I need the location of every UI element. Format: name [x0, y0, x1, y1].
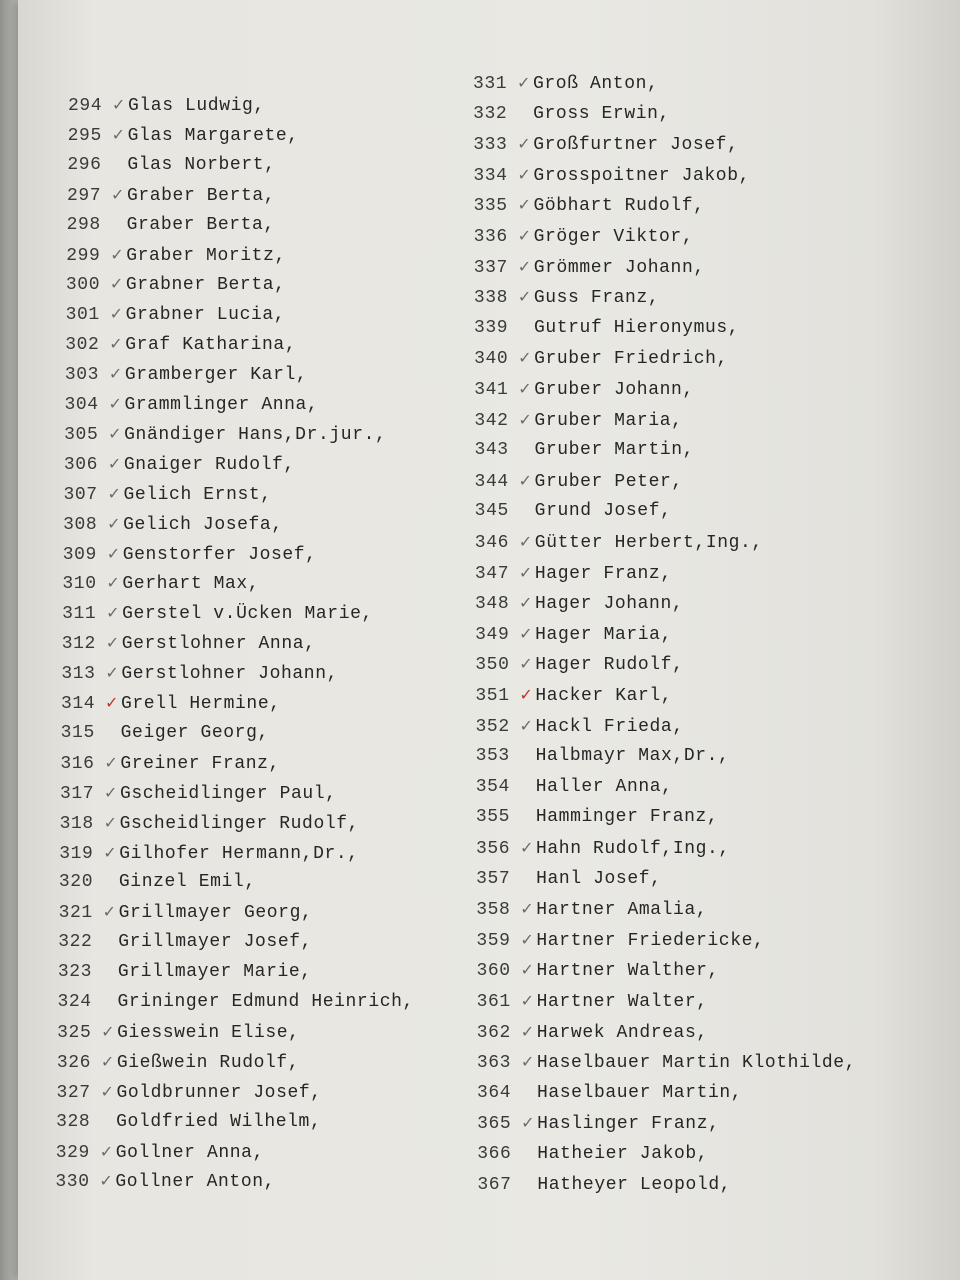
check-mark-icon: ✓	[520, 838, 535, 857]
check-mark-icon: ✓	[100, 1051, 115, 1071]
list-entry	[474, 254, 705, 280]
list-entry	[475, 560, 672, 586]
entry-name: Haller Anna,	[535, 776, 673, 797]
check-mark-icon: ✓	[518, 562, 533, 582]
entry-number: 310	[62, 574, 97, 595]
entry-name: Gilhofer Hermann,Dr.,	[119, 843, 359, 864]
entry-name: Geiger Georg,	[120, 722, 269, 743]
list-entry	[68, 122, 299, 148]
entry-name: Gröger Viktor,	[533, 227, 694, 247]
entry-number: 342	[474, 410, 509, 431]
list-entry	[476, 896, 707, 922]
entry-number: 299	[66, 245, 101, 266]
check-mark-icon: ✓	[108, 364, 123, 384]
entry-number: 339	[473, 317, 509, 338]
list-entry	[474, 376, 694, 402]
entry-number: 306	[63, 454, 99, 475]
entry-number: 312	[61, 634, 96, 655]
entry-number: 333	[473, 135, 508, 156]
entry-number: 323	[57, 962, 93, 983]
list-entry	[63, 541, 317, 567]
entry-number: 350	[475, 655, 510, 676]
list-entry	[60, 750, 280, 776]
entry-number: 328	[56, 1111, 91, 1132]
entry-number: 317	[59, 783, 95, 804]
entry-number: 304	[64, 395, 99, 415]
list-entry	[477, 1019, 708, 1045]
entry-name: Grillmayer Georg,	[118, 903, 313, 924]
check-mark-icon: ✓	[110, 244, 125, 264]
entry-number: 343	[474, 440, 509, 461]
list-entry	[474, 315, 739, 341]
entry-number: 361	[476, 992, 511, 1012]
entry-name: Hager Johann,	[535, 594, 684, 615]
list-entry	[67, 182, 275, 208]
list-entry	[475, 590, 683, 616]
entry-number: 318	[59, 813, 94, 834]
entry-name: Hahn Rudolf,Ing.,	[536, 839, 730, 859]
entry-name: Hanl Josef,	[536, 868, 662, 889]
list-entry	[473, 131, 738, 157]
entry-name: Gruber Johann,	[534, 380, 694, 400]
entry-name: Gramberger Karl,	[124, 365, 308, 386]
entry-name: Hatheier Jakob,	[537, 1144, 709, 1164]
check-mark-icon: ✓	[517, 287, 532, 307]
list-entry	[475, 468, 683, 494]
list-entry	[66, 242, 286, 268]
check-mark-icon: ✓	[107, 513, 122, 533]
list-entry	[62, 600, 373, 626]
list-entry	[477, 1172, 731, 1198]
list-entry	[60, 810, 359, 836]
entry-number: 294	[68, 96, 103, 116]
entry-name: Gollner Anna,	[115, 1142, 264, 1163]
entry-name: Grabner Lucia,	[125, 305, 286, 326]
entry-name: Hager Maria,	[535, 624, 672, 645]
entry-name: Hacker Karl,	[535, 686, 673, 706]
entry-number: 335	[473, 196, 508, 217]
entry-number: 367	[477, 1174, 512, 1195]
check-mark-icon: ✓	[110, 184, 125, 204]
entry-name: Hartner Friedericke,	[536, 930, 765, 951]
list-entry	[473, 162, 750, 188]
entry-name: Graber Berta,	[126, 185, 276, 206]
entry-name: Haselbauer Martin,	[536, 1082, 743, 1103]
list-entry	[473, 70, 658, 96]
entry-number: 308	[63, 514, 98, 535]
list-entry	[58, 959, 312, 985]
check-mark-icon: ✓	[105, 663, 120, 683]
entry-name: Greiner Franz,	[120, 753, 280, 774]
entry-name: Gutruf Hieronymus,	[533, 317, 740, 338]
entry-number: 359	[476, 930, 511, 951]
check-mark-icon: ✓	[518, 379, 533, 398]
list-entry	[476, 804, 718, 830]
entry-number: 314	[61, 694, 96, 714]
entry-name: Gscheidlinger Rudolf,	[119, 813, 360, 834]
entry-number: 365	[477, 1114, 512, 1135]
check-mark-icon: ✓	[520, 929, 535, 949]
list-entry	[67, 212, 275, 238]
check-mark-icon: ✓	[517, 164, 532, 184]
list-entry	[474, 284, 659, 310]
entry-number: 347	[474, 563, 510, 584]
entry-name: Giesswein Elise,	[117, 1022, 300, 1043]
list-entry	[59, 840, 358, 866]
check-mark-icon: ✓	[519, 593, 534, 613]
check-mark-icon: ✓	[109, 304, 124, 324]
check-mark-icon: ✓	[99, 1141, 114, 1161]
entry-name: Hackl Frieda,	[535, 716, 684, 737]
entry-name: Hatheyer Leopold,	[537, 1174, 732, 1195]
check-mark-icon: ✓	[106, 543, 121, 563]
entry-number: 329	[55, 1142, 90, 1163]
entry-name: Guss Franz,	[533, 288, 660, 309]
list-entry	[59, 899, 313, 925]
entry-number: 325	[57, 1022, 92, 1043]
entry-name: Gießwein Rudolf,	[116, 1052, 300, 1073]
typed-name-list-page	[18, 0, 960, 1280]
entry-number: 295	[67, 125, 102, 146]
entry-name: Grammlinger Anna,	[124, 395, 319, 415]
list-entry	[475, 498, 672, 524]
entry-name: Haslinger Franz,	[537, 1114, 720, 1135]
entry-number: 331	[473, 74, 508, 94]
entry-number: 341	[474, 380, 509, 400]
list-entry	[58, 989, 414, 1015]
check-mark-icon: ✓	[520, 1021, 535, 1041]
entry-name: Gütter Herbert,Ing.,	[534, 533, 763, 553]
entry-number: 305	[64, 424, 99, 445]
entry-name: Gerstel v.Ücken Marie,	[122, 604, 373, 625]
list-entry	[477, 1049, 856, 1075]
entry-name: Hartner Walther,	[536, 961, 719, 982]
list-entry	[59, 869, 256, 895]
list-entry	[477, 1141, 708, 1167]
entry-name: Gnaiger Rudolf,	[123, 454, 295, 475]
entry-number: 360	[476, 961, 511, 982]
entry-number: 315	[60, 722, 95, 743]
check-mark-icon: ✓	[106, 573, 121, 593]
entry-number: 311	[62, 604, 97, 625]
entry-number: 302	[65, 335, 100, 356]
entry-number: 316	[60, 753, 95, 774]
list-entry	[474, 437, 694, 463]
entry-name: Gruber Maria,	[534, 410, 683, 431]
entry-number: 358	[476, 900, 511, 921]
entry-number: 327	[56, 1082, 91, 1103]
check-mark-icon: ✓	[107, 453, 122, 473]
list-entry	[477, 988, 708, 1014]
entry-name: Graber Moritz,	[126, 245, 286, 266]
check-mark-icon: ✓	[103, 842, 118, 862]
entry-number: 354	[475, 776, 510, 797]
entry-name: Grillmayer Josef,	[118, 932, 313, 953]
list-entry	[476, 957, 718, 983]
entry-name: Haselbauer Martin Klothilde,	[536, 1053, 857, 1074]
list-entry	[68, 92, 265, 118]
check-mark-icon: ✓	[519, 715, 534, 735]
check-mark-icon: ✓	[517, 134, 532, 154]
check-mark-icon: ✓	[105, 633, 120, 653]
entry-name: Gross Erwin,	[533, 103, 670, 124]
check-mark-icon: ✓	[108, 423, 123, 443]
list-entry	[473, 101, 670, 127]
entry-number: 321	[58, 903, 93, 924]
entry-name: Grund Josef,	[534, 501, 672, 522]
list-entry	[65, 331, 296, 357]
entry-number: 296	[67, 154, 102, 175]
list-entry	[477, 1110, 719, 1136]
entry-number: 357	[476, 868, 511, 889]
entry-number: 303	[64, 365, 100, 386]
check-mark-icon: ✓	[520, 991, 535, 1010]
check-mark-icon: ✓	[101, 1021, 116, 1041]
check-mark-icon: ✓	[517, 256, 532, 276]
entry-number: 346	[474, 533, 510, 553]
entry-name: Ginzel Emil,	[118, 872, 256, 893]
entry-name: Hager Rudolf,	[535, 655, 684, 676]
entry-number: 349	[475, 624, 510, 645]
entry-name: Grininger Edmund Heinrich,	[117, 992, 414, 1012]
entry-number: 353	[475, 746, 510, 767]
entry-name: Gruber Friedrich,	[534, 349, 728, 370]
check-mark-icon: ✓	[109, 274, 124, 294]
entry-number: 309	[62, 544, 97, 565]
entry-name: Hartner Walter,	[536, 992, 708, 1012]
list-entry	[67, 152, 275, 178]
entry-name: Graber Berta,	[126, 214, 275, 235]
entry-name: Glas Margarete,	[127, 125, 299, 146]
list-entry	[476, 927, 764, 953]
list-entry	[476, 743, 730, 769]
list-entry	[477, 1080, 742, 1106]
check-mark-icon: ✓	[108, 394, 123, 413]
entry-number: 337	[473, 257, 508, 278]
check-mark-icon: ✓	[111, 124, 126, 144]
entry-number: 340	[474, 349, 509, 370]
entry-number: 320	[58, 872, 94, 893]
entry-name: Genstorfer Josef,	[122, 544, 317, 565]
list-entry	[61, 690, 281, 716]
list-entry	[475, 682, 672, 708]
entry-name: Hartner Amalia,	[536, 900, 708, 921]
check-mark-icon: ✓	[103, 812, 118, 832]
entry-number: 351	[475, 686, 510, 706]
check-mark-icon: ✓	[107, 483, 122, 503]
check-mark-icon: ✓	[521, 1113, 536, 1133]
list-entry	[476, 774, 673, 800]
entry-number: 334	[473, 165, 508, 186]
entry-name: Glas Ludwig,	[128, 96, 265, 116]
check-mark-icon: ✓	[518, 470, 533, 490]
entry-number: 332	[473, 103, 508, 124]
list-entry	[61, 720, 269, 746]
entry-name: Hager Franz,	[534, 563, 672, 584]
check-mark-icon: ✓	[519, 654, 534, 674]
entry-name: Glas Norbert,	[127, 154, 276, 175]
entry-number: 355	[475, 807, 511, 828]
check-mark-icon: ✓	[106, 603, 121, 623]
list-entry	[476, 835, 730, 861]
check-mark-icon: ✓	[102, 902, 117, 922]
entry-name: Goldfried Wilhelm,	[116, 1111, 322, 1132]
entry-name: Halbmayr Max,Dr.,	[535, 746, 730, 767]
list-entry	[62, 630, 316, 656]
check-mark-icon: ✓	[104, 752, 119, 772]
entry-name: Gollner Anton,	[115, 1172, 276, 1193]
entry-name: Gerstlohner Anna,	[121, 634, 316, 655]
list-entry	[66, 271, 286, 297]
entry-name: Gelich Ernst,	[123, 484, 272, 505]
list-entry	[476, 713, 684, 739]
entry-number: 301	[65, 305, 100, 326]
entry-name: Gnändiger Hans,Dr.jur.,	[124, 424, 387, 445]
entry-number: 363	[476, 1053, 512, 1074]
list-entry	[476, 866, 661, 892]
list-entry	[63, 511, 283, 537]
entry-number: 348	[475, 594, 510, 615]
list-entry	[64, 451, 295, 477]
list-entry	[57, 1019, 299, 1045]
list-entry	[63, 481, 271, 507]
list-entry	[474, 223, 694, 249]
check-mark-icon: ✓	[518, 409, 533, 429]
entry-number: 297	[66, 185, 102, 206]
list-entry	[57, 1049, 299, 1075]
list-entry	[66, 301, 286, 327]
entry-name: Großfurtner Josef,	[533, 135, 739, 156]
entry-number: 298	[66, 214, 101, 235]
list-entry	[474, 407, 682, 433]
check-mark-icon: ✓	[109, 334, 124, 354]
entry-name: Gruber Peter,	[534, 471, 683, 492]
list-entry	[62, 570, 259, 596]
entry-name: Groß Anton,	[533, 74, 659, 94]
entry-name: Hamminger Franz,	[535, 807, 719, 828]
entry-number: 307	[63, 484, 98, 505]
check-mark-icon: ✓	[519, 685, 534, 704]
entry-number: 322	[58, 932, 93, 953]
entry-number: 324	[57, 992, 92, 1012]
entry-number: 364	[476, 1082, 512, 1103]
entry-number: 356	[476, 839, 511, 859]
check-mark-icon: ✓	[520, 960, 535, 980]
entry-name: Grell Hermine,	[121, 694, 281, 714]
list-entry	[475, 651, 683, 677]
entry-name: Gerstlohner Johann,	[121, 664, 338, 685]
entry-number: 313	[61, 664, 96, 685]
entry-name: Grabner Berta,	[125, 275, 286, 296]
entry-name: Gruber Martin,	[534, 440, 695, 461]
check-mark-icon: ✓	[517, 73, 532, 92]
check-mark-icon: ✓	[518, 532, 533, 551]
entry-name: Gerhart Max,	[122, 574, 260, 595]
entry-name: Harwek Andreas,	[536, 1022, 708, 1043]
list-entry	[64, 421, 386, 447]
entry-number: 366	[477, 1144, 512, 1164]
list-entry	[56, 1139, 264, 1165]
entry-name: Grosspoitner Jakob,	[533, 165, 750, 186]
entry-name: Grömmer Johann,	[533, 257, 705, 278]
check-mark-icon: ✓	[99, 1171, 114, 1191]
entry-name: Gelich Josefa,	[123, 514, 283, 535]
check-mark-icon: ✓	[517, 226, 532, 245]
entry-number: 319	[59, 843, 94, 864]
list-entry	[65, 391, 319, 417]
list-entry	[60, 780, 337, 806]
list-entry	[475, 621, 672, 647]
entry-number: 326	[56, 1052, 92, 1073]
check-mark-icon: ✓	[520, 1052, 535, 1072]
entry-number: 362	[476, 1022, 511, 1043]
check-mark-icon: ✓	[520, 899, 535, 919]
entry-name: Graf Katharina,	[125, 335, 297, 356]
entry-number: 352	[475, 716, 510, 737]
list-entry	[55, 1168, 275, 1194]
entry-name: Göbhart Rudolf,	[533, 196, 705, 217]
entry-name: Gscheidlinger Paul,	[119, 783, 337, 804]
check-mark-icon: ✓	[103, 782, 118, 802]
entry-number: 330	[55, 1172, 90, 1193]
list-entry	[473, 192, 704, 218]
list-entry	[56, 1109, 321, 1135]
check-mark-icon: ✓	[517, 195, 532, 215]
check-mark-icon: ✓	[112, 95, 127, 114]
list-entry	[475, 529, 763, 555]
list-entry	[65, 361, 307, 387]
list-entry	[58, 929, 312, 955]
entry-number: 338	[473, 288, 509, 309]
list-entry	[61, 660, 338, 686]
check-mark-icon: ✓	[519, 623, 534, 643]
check-mark-icon: ✓	[100, 1081, 115, 1101]
entry-number: 345	[474, 501, 509, 522]
entry-number: 336	[473, 227, 508, 247]
entry-number: 300	[65, 275, 101, 296]
entry-number: 344	[474, 471, 509, 492]
list-entry	[56, 1079, 321, 1105]
entry-name: Grillmayer Marie,	[117, 962, 312, 983]
check-mark-icon: ✓	[105, 693, 120, 712]
list-entry	[474, 345, 728, 371]
check-mark-icon: ✓	[518, 348, 533, 368]
entry-name: Goldbrunner Josef,	[116, 1082, 322, 1103]
